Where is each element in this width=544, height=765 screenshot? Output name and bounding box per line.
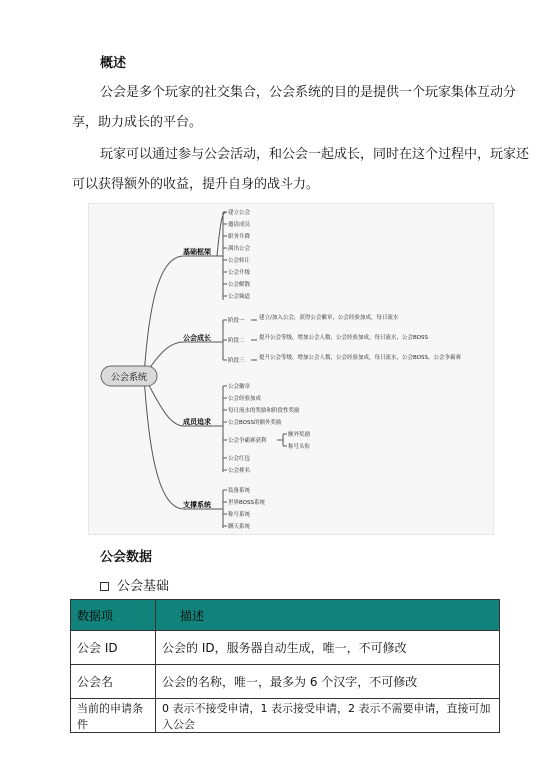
mindmap-stage-desc: 提升公会等级，增加公会人数，公会经验加成，每日流水，公会BOSS [259,335,428,341]
table-row [71,699,500,733]
mindmap-leaf: 聊天系统 [228,524,251,530]
mindmap-leaf: 公会升级 [228,270,251,276]
mindmap-branch-pursuit: 成员追求 [183,418,211,426]
table-header-row [71,600,500,631]
mindmap-links [144,212,287,528]
table-cell: 公会名 [71,665,156,699]
overview-heading: 概述 [100,56,127,71]
table-cell: 公会 ID [71,631,156,665]
mindmap-leaf: 公会排名 [228,468,251,474]
table-row [71,631,500,665]
mindmap-leaf: 满出公会 [228,246,251,252]
mindmap-stage: 阶段二 [228,338,245,344]
table-cell: 公会的名称，唯一，最多为 6 个汉字，不可修改 [156,665,500,699]
table-row [71,665,500,699]
overview-para2-line2: 可以获得额外的收益，提升自身的战斗力。 [72,177,320,192]
mindmap-leaf: 每日流水的奖励和阶段性奖励 [228,408,300,414]
table-header-cell: 数据项 [71,600,156,631]
guild-basic-table [70,599,500,733]
mindmap-stage-desc: 提升公会等级，增加公会人数，公会经验加成，每日流水，公会BOSS，公会争霸赛 [259,355,461,361]
table-cell: 公会的 ID，服务器自动生成，唯一，不可修改 [156,631,500,665]
mindmap-branch-growth: 公会成长 [183,334,211,342]
mindmap-stage-desc: 建立/加入公会，获得公会徽章，公会经验加成，每日流水 [259,315,399,321]
mindmap-branch-support: 支撑系统 [183,501,211,509]
mindmap-stage: 阶段一 [228,318,245,324]
sub-heading-label: 公会基础 [117,579,170,594]
square-bullet-icon [100,582,109,591]
data-section-heading: 公会数据 [100,550,153,565]
mindmap-leaf: 装备系统 [228,488,251,494]
mindmap-leaf: 公会频道 [228,294,251,300]
mindmap-branch-basic: 基础框架 [183,248,211,256]
mindmap-leaf: 职务升降 [228,234,251,240]
mindmap-root-label: 公会系统 [110,373,148,383]
mindmap-leaf: 公会徽章 [228,384,251,390]
mindmap-leaf: 称号系统 [228,512,251,518]
overview-para1-line1: 公会是多个玩家的社交集合，公会系统的目的是提供一个玩家集体互动分 [100,85,517,100]
mindmap-leaf: 世界BOSS系统 [228,500,265,506]
mindmap-leaf: 公会解散 [228,282,251,288]
overview-para2-line1: 玩家可以通过参与公会活动，和公会一起成长，同时在这个过程中，玩家还 [100,147,530,162]
mindmap-subleaf: 称号头衔 [288,444,311,450]
mindmap-leaf: 公会转让 [228,258,251,264]
mindmap-leaf: 建立公会 [228,210,251,216]
mindmap-stage: 阶段三 [228,358,245,364]
table-cell: 当前的申请条件 [71,699,156,733]
mindmap-leaf: 公会经验加成 [228,396,262,402]
guild-system-mindmap [88,203,494,535]
overview-para1-line2: 享，助力成长的平台。 [72,115,203,130]
mindmap-leaf: 邀请成员 [228,222,251,228]
mindmap-leaf: 公会争霸赛获利 [228,438,267,444]
sub-heading-guild-basic [100,575,169,594]
mindmap-leaf: 公会BOSS的额外奖励 [228,420,282,426]
table-header-cell: 描述 [156,600,500,631]
mindmap-subleaf: 额外奖励 [288,432,311,438]
mindmap-leaf: 公会红包 [228,456,251,462]
table-cell: 0 表示不接受申请，1 表示接受申请，2 表示不需要申请，直接可加入公会 [156,699,500,733]
mindmap-svg [89,204,493,534]
